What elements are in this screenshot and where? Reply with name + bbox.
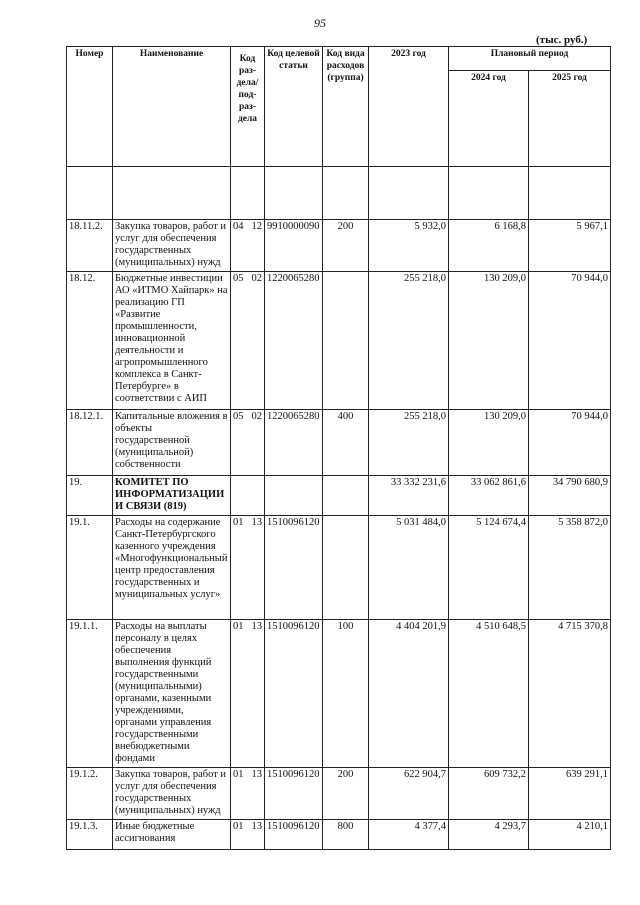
table-row — [67, 820, 611, 850]
table-row — [67, 220, 611, 272]
row-expense-type — [323, 516, 369, 620]
row-section-code — [231, 410, 265, 476]
row-value-2024: 6 168,8 — [449, 220, 529, 272]
header-section-code: Код раз-дела/ под-раз-дела — [231, 47, 265, 167]
row-name: Закупка товаров, работ и услуг для обеспечения государственных (муниципальных) нужд — [113, 768, 231, 820]
row-expense-type — [323, 272, 369, 410]
row-number: 18.11.2. — [67, 220, 113, 272]
row-value-2025: 5 967,1 — [529, 220, 611, 272]
units-label: (тыс. руб.) — [536, 34, 588, 46]
row-value-2025: 70 944,0 — [529, 272, 611, 410]
header-spacer-row — [67, 167, 611, 220]
table-row — [67, 476, 611, 516]
row-value-2025: 639 291,1 — [529, 768, 611, 820]
budget-table — [66, 46, 611, 850]
row-name: Расходы на содержание Санкт-Петербургского казенного учреждения «Многофункциональный центр предоставления государственных и муниципальных услуг» — [113, 516, 231, 620]
header-year-2023: 2023 год — [369, 47, 449, 167]
row-target-code: 1510096120 — [265, 820, 323, 850]
row-number: 18.12. — [67, 272, 113, 410]
row-target-code: 1510096120 — [265, 516, 323, 620]
header-expense-type: Код вида расходов (группа) — [323, 47, 369, 167]
row-podrazdel: 13 — [251, 821, 262, 832]
row-name: Расходы на выплаты персоналу в целях обеспечения выполнения функций государственными (муниципальными) органами, казенными учреждениями, органами управления государственными внебюджетными фондами — [113, 620, 231, 768]
row-section-code — [231, 768, 265, 820]
row-value-2023: 255 218,0 — [369, 272, 449, 410]
row-number: 19.1.3. — [67, 820, 113, 850]
row-razdel: 04 — [233, 221, 244, 232]
row-value-2024: 4 293,7 — [449, 820, 529, 850]
row-value-2024: 33 062 861,6 — [449, 476, 529, 516]
row-value-2023: 4 404 201,9 — [369, 620, 449, 768]
row-value-2025: 4 715 370,8 — [529, 620, 611, 768]
row-value-2024: 130 209,0 — [449, 410, 529, 476]
row-podrazdel: 13 — [251, 769, 262, 780]
row-razdel: 01 — [233, 517, 244, 528]
row-target-code: 1220065280 — [265, 272, 323, 410]
row-razdel: 01 — [233, 769, 244, 780]
row-razdel: 05 — [233, 411, 244, 422]
table-row — [67, 620, 611, 768]
row-razdel: 05 — [233, 273, 244, 284]
row-expense-type: 200 — [323, 220, 369, 272]
page-number: 95 — [314, 16, 326, 30]
header-target-code: Код целевой статьи — [265, 47, 323, 167]
header-year-2025: 2025 год — [529, 70, 611, 166]
header-plan-period: Плановый период — [449, 47, 611, 71]
row-section-code — [231, 820, 265, 850]
row-podrazdel: 12 — [251, 221, 262, 232]
row-value-2023: 255 218,0 — [369, 410, 449, 476]
row-number: 19.1. — [67, 516, 113, 620]
row-expense-type: 100 — [323, 620, 369, 768]
row-razdel: 01 — [233, 621, 244, 632]
row-target-code — [265, 476, 323, 516]
row-section-code — [231, 220, 265, 272]
row-value-2024: 4 510 648,5 — [449, 620, 529, 768]
row-value-2024: 609 732,2 — [449, 768, 529, 820]
row-value-2025: 70 944,0 — [529, 410, 611, 476]
header-year-2024: 2024 год — [449, 70, 529, 166]
row-value-2023: 5 932,0 — [369, 220, 449, 272]
row-expense-type — [323, 476, 369, 516]
row-razdel: 01 — [233, 821, 244, 832]
row-target-code: 1220065280 — [265, 410, 323, 476]
row-section-code — [231, 516, 265, 620]
row-expense-type: 400 — [323, 410, 369, 476]
row-value-2025: 5 358 872,0 — [529, 516, 611, 620]
table-row — [67, 768, 611, 820]
row-section-code — [231, 476, 265, 516]
row-value-2025: 4 210,1 — [529, 820, 611, 850]
row-podrazdel: 02 — [251, 411, 262, 422]
row-expense-type: 200 — [323, 768, 369, 820]
row-podrazdel: 02 — [251, 273, 262, 284]
row-name: Закупка товаров, работ и услуг для обеспечения государственных (муниципальных) нужд — [113, 220, 231, 272]
row-value-2024: 5 124 674,4 — [449, 516, 529, 620]
header-name: Наименование — [113, 47, 231, 167]
row-expense-type: 800 — [323, 820, 369, 850]
header-number: Номер — [67, 47, 113, 167]
row-podrazdel: 13 — [251, 621, 262, 632]
row-value-2023: 4 377,4 — [369, 820, 449, 850]
row-section-code — [231, 620, 265, 768]
row-target-code: 1510096120 — [265, 620, 323, 768]
row-name: Капитальные вложения в объекты государственной (муниципальной) собственности — [113, 410, 231, 476]
row-value-2023: 622 904,7 — [369, 768, 449, 820]
row-name: Иные бюджетные ассигнования — [113, 820, 231, 850]
row-number: 19.1.2. — [67, 768, 113, 820]
row-target-code: 9910000090 — [265, 220, 323, 272]
table-row — [67, 272, 611, 410]
row-number: 18.12.1. — [67, 410, 113, 476]
row-value-2025: 34 790 680,9 — [529, 476, 611, 516]
table-row — [67, 516, 611, 620]
row-number: 19.1.1. — [67, 620, 113, 768]
row-podrazdel: 13 — [251, 517, 262, 528]
row-section-code — [231, 272, 265, 410]
table-row — [67, 410, 611, 476]
row-value-2023: 33 332 231,6 — [369, 476, 449, 516]
row-name: КОМИТЕТ ПО ИНФОРМАТИЗАЦИИ И СВЯЗИ (819) — [113, 476, 231, 516]
row-value-2023: 5 031 484,0 — [369, 516, 449, 620]
row-target-code: 1510096120 — [265, 768, 323, 820]
row-name: Бюджетные инвестиции АО «ИТМО Хайпарк» на реализацию ГП «Развитие промышленности, инновационной деятельности и агропромышленного комплекса в Санкт-Петербурге» в соответствии с АИП — [113, 272, 231, 410]
row-number: 19. — [67, 476, 113, 516]
row-value-2024: 130 209,0 — [449, 272, 529, 410]
